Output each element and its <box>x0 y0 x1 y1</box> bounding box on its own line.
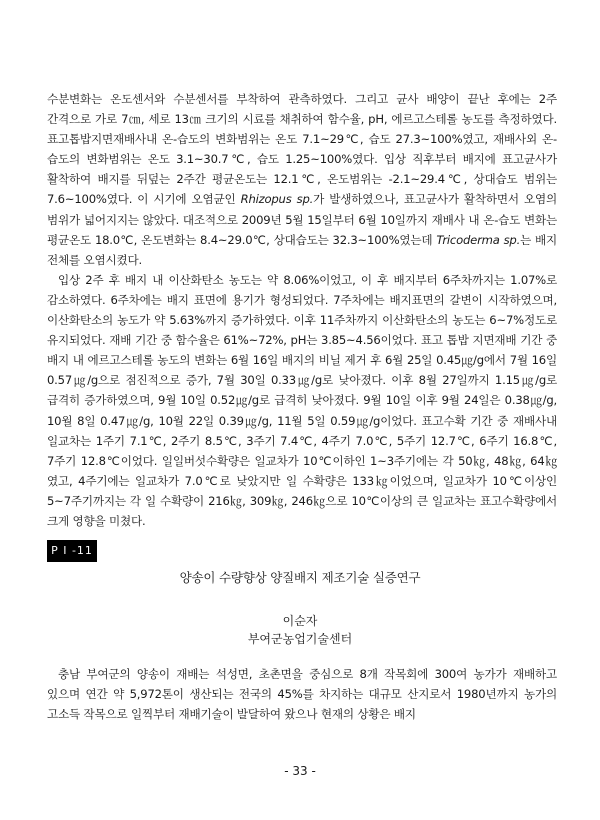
section-tag: P I -11 <box>47 540 97 562</box>
paragraph-intro: 충남 부여군의 양송이 재배는 석성면, 초촌면을 중심으로 8개 작목회에 300여 농가가 재배하고 있으며 연간 약 5,972톤이 생산되는 전국의 45%를 차지하는 대규모 산지로서 1980년까지 농가의 고소득 작목으로 일찍부터 재배기술이 발달하여 왔으나 현재의 상황은 배지 <box>47 667 557 722</box>
paragraph-1: 수분변화는 온도센서와 수분센서를 부착하여 관측하였다. 그리고 균사 배양이 끝난 후에는 2주 간격으로 가로 7㎝, 세로 13㎝ 크기의 시료를 채취하여 함수율, pH, 에르고스테롤 농도를 측정하였다. 표고톱밥지면재배사내 온-습도의 변화범위는 온도 7.1~29℃, 습도 27.3~100%였고, 재배사외 온-습도의 변화범위는 온도 3.1~30.7℃, 습도 1.25~100%였다. 입상 직후부터 배지에 표고균사가 활착하여 배지를 뒤덮는 2주간 평균온도는 12.1℃, 온도범위는 -2.1~29.4℃, 상대습도 범위는 7.6~100%였다. 이 시기에 오염균인 Rhizopus sp.가 발생하였으나, 표고균사가 활착하면서 오염의 범위가 넓어지지는 않았다. 대조적으로 2009년 5월 15일부터 6월 10일까지 재배사 내 온-습도 변화는 평균온도 18.0℃, 온도변화는 8.4~29.0℃, 상대습도는 32.3~100%였는데 Tricoderma sp.는 배지 전체를 오염시켰다. <box>47 92 558 267</box>
author-name: 이순자 <box>282 614 318 628</box>
page-number: - 33 - <box>284 764 316 778</box>
body-section-2 <box>47 664 557 724</box>
article-title: 양송이 수량향상 양질배지 제조기술 실증연구 <box>179 570 421 585</box>
body-section-1 <box>47 89 557 531</box>
author-organization: 부여군농업기술센터 <box>247 632 353 646</box>
species-name-tricoderma: Tricoderma sp. <box>436 232 521 247</box>
paragraph-2: 입상 2주 후 배지 내 이산화탄소 농도는 약 8.06%이었고, 이 후 배지부터 6주차까지는 1.07%로 감소하였다. 6주차에는 배지 표면에 용기가 형성되었다. 7주차에는 배지표면의 갈변이 시작하였으며, 이산화탄소의 농도가 약 5.63%까지 증가하였다. 이후 11주차까지 이산화탄소의 농도는 6~7%정도로 유지되었다. 재배 기간 중 함수율은 61%~72%, pH는 3.85~4.56이었다. 표고 톱밥 지면재배 기간 중 배지 내 에르고스테롤 농도의 변화는 6월 16일 배지의 비닐 제거 후 6월 25일 0.45㎍/g에서 7월 16일 0.57㎍/g으로 점진적으로 증가, 7월 30일 0.33㎍/g로 낮아졌다. 이후 8월 27일까지 1.15㎍/g로 급격히 증가하였으며, 9월 10일 0.52㎍/g로 급격히 낮아졌다. 9월 10일 이후 9월 24일은 0.38㎍/g, 10월 8일 0.47㎍/g, 10월 22일 0.39㎍/g, 11월 5일 0.59㎍/g이었다. 표고수확 기간 중 재배사내 일교차는 1주기 7.1℃, 2주기 8.5℃, 3주기 7.4℃, 4주기 7.0℃, 5주기 12.7℃, 6주기 16.8℃, 7주기 12.8℃이었다. 일일버섯수확량은 일교차가 10℃이하인 1~3주기에는 각 50㎏, 48㎏, 64㎏였고, 4주기에는 일교차가 7.0℃로 낮았지만 일 수확량은 133㎏이었으며, 일교차가 10℃이상인 5~7주기까지는 각 일 수확량이 216㎏, 309㎏, 246㎏으로 10℃이상의 큰 일교차는 표고수확량에서 크게 영향을 미쳤다. <box>47 272 557 528</box>
species-name-rhizopus: Rhizopus sp. <box>240 192 314 207</box>
